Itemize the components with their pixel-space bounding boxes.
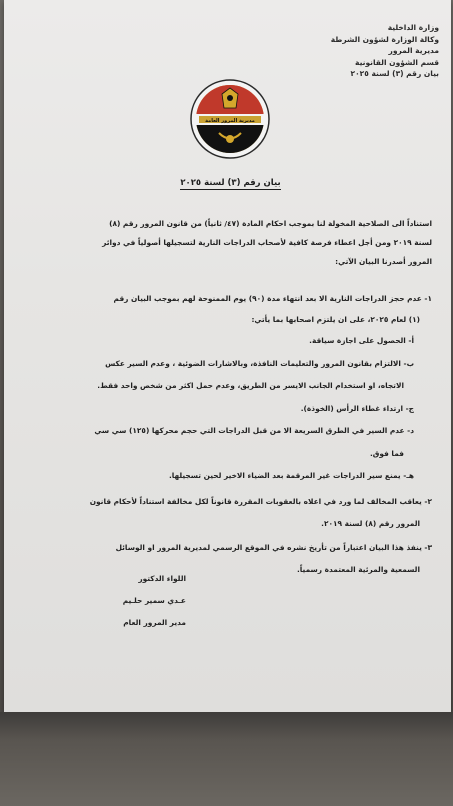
intro-line: استناداً الى الصلاحية المخولة لنا بموجب احكام المادة (٤٧/ ثانياً) من قانون المرور رقم (٨) (109, 219, 432, 228)
header-ministry: وزارة الداخلية (387, 23, 439, 32)
item-3-line: السمعية والمرئية المعتمدة رسمياً. (296, 565, 420, 574)
condition-b-continued: الاتجاه، او استخدام الجانب الايسر من الطريق، وعدم حمل اكثر من شخص واحد فقط. (97, 381, 404, 390)
intro-paragraph (32, 214, 432, 271)
condition-c: ج- ارتداء غطاء الرأس (الخوذة). (300, 403, 414, 413)
item-1-line: ١- عدم حجز الدراجات النارية الا بعد انتهاء مدة (٩٠) يوم الممنوحة لهم بموجب البيان رقم (113, 294, 432, 303)
signatory-rank: اللواء الدكتور (138, 574, 186, 583)
item-2 (32, 491, 432, 535)
item-2-line: ٢- يعاقب المخالف لما ورد في اعلاه بالعقوبات المقررة قانوناً لكل مخالفة استناداً لأحكام قانون (89, 497, 432, 506)
condition-a: أ- الحصول على اجازة سياقة. (309, 336, 414, 345)
photo-bottom-edge (0, 712, 453, 806)
header-department: قسم الشؤون القانونية (355, 57, 439, 67)
condition-b: ب- الالتزام بقانون المرور والتعليمات النافذة، وبالاشارات الضوئية ، وعدم السير عكس (105, 358, 414, 368)
letterhead (279, 22, 439, 80)
condition-d-continued: فما فوق. (369, 448, 404, 458)
signature-block (66, 568, 186, 634)
seal-label: مديرية المرور العامة (205, 118, 255, 124)
item-1-conditions (32, 330, 432, 488)
header-statement-number: بيان رقم (٣) لسنة ٢٠٢٥ (350, 69, 439, 78)
title-text: بيان رقم (٣) لسنة ٢٠٢٥ (180, 178, 281, 188)
header-agency: وكالة الوزارة لشؤون الشرطة (330, 34, 439, 44)
item-3-line: ٣- ينفذ هذا البيان اعتباراً من تأريخ نشره في الموقع الرسمي لمديرية المرور او الوسائل (115, 543, 432, 552)
document-title (4, 178, 453, 188)
document-page (4, 0, 451, 712)
item-2-line: المرور رقم (٨) لسنة ٢٠١٩. (321, 519, 420, 528)
header-directorate: مديرية المرور (388, 46, 439, 55)
intro-line: لسنة ٢٠١٩ ومن أجل اعطاء فرصة كافية لأصحاب الدراجات النارية لتسجيلها أصولياً في دوائر (102, 238, 432, 247)
signatory-position: مدير المرور العام (123, 618, 186, 627)
item-1-line: (١) لعام ٢٠٢٥، على ان يلتزم اصحابها بما يأتي: (251, 315, 420, 324)
signatory-name: عـدي سمير حلـيم (122, 596, 186, 605)
condition-h: هـ- يمنع سير الدراجات غير المرقمة بعد الضياء الاخير لحين تسجيلها. (168, 471, 414, 480)
condition-d: د- عدم السير في الطرق السريعة الا من قبل الدراجات التي حجم محركها (١٢٥) سي سي (94, 426, 414, 435)
item-1 (32, 288, 432, 330)
traffic-directorate-seal-icon (189, 78, 271, 160)
intro-line: المرور أصدرنا البيان الآتي: (335, 257, 432, 266)
